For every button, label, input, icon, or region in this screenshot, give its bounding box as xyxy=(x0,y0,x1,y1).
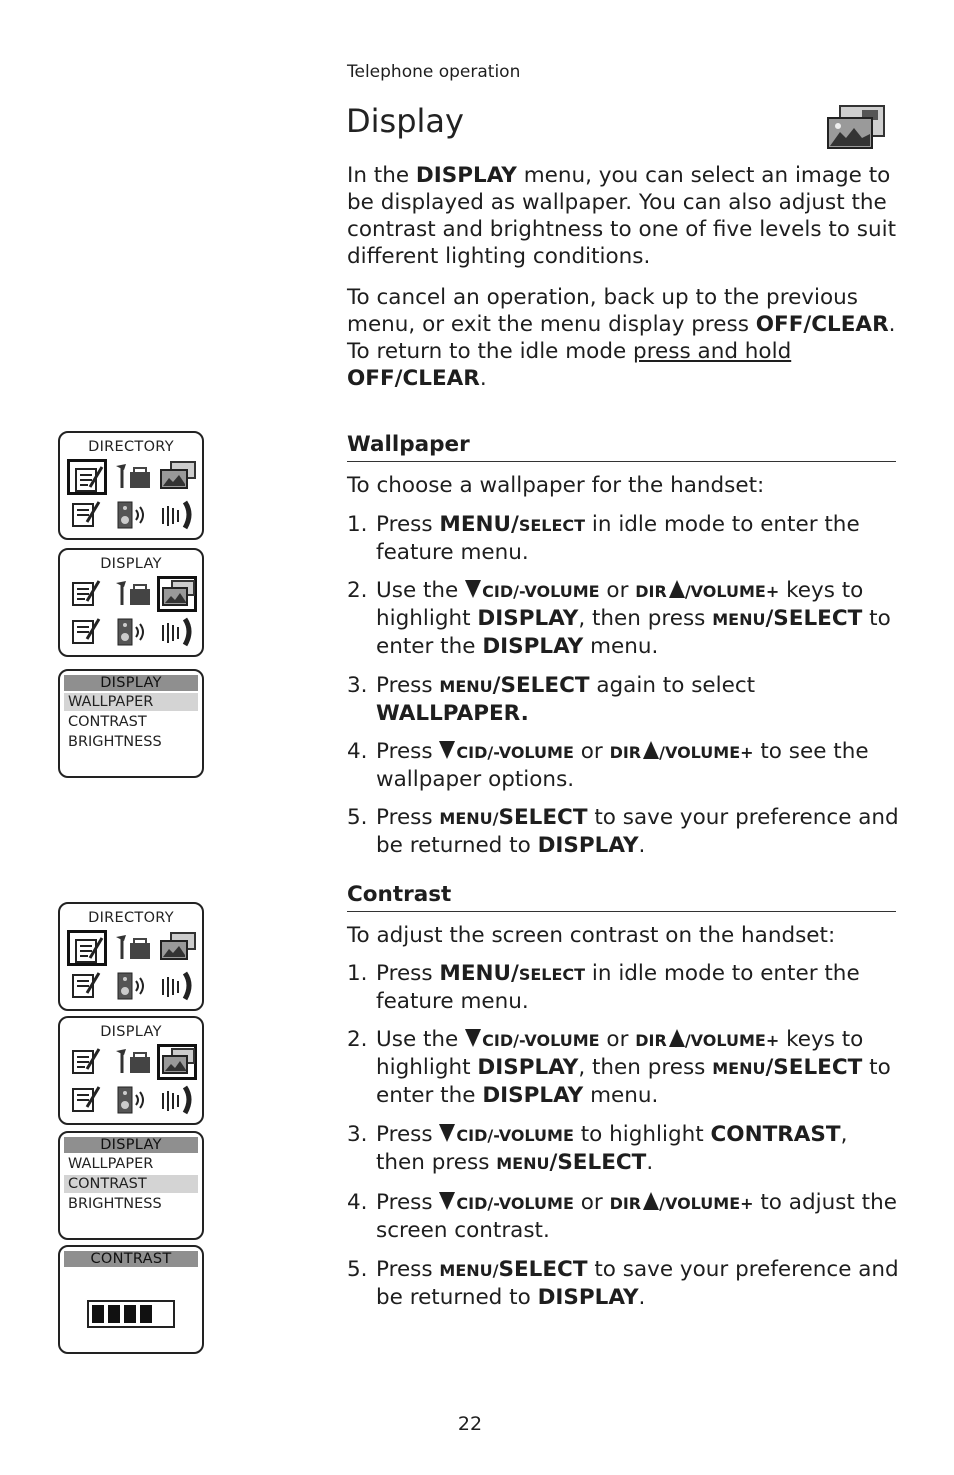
wallpaper-heading: Wallpaper xyxy=(347,432,470,457)
wallpaper-steps xyxy=(347,511,899,870)
contrast-heading: Contrast xyxy=(347,882,452,907)
speaker-sound-icon xyxy=(112,497,152,533)
wallpaper-step-5: 5. Press MENU/SELECT to save your preference and be returned to DISPLAY. xyxy=(347,805,899,858)
contrast-step-5: 5. Press MENU/SELECT to save your preference and be returned to DISPLAY. xyxy=(347,1257,899,1310)
screen-caption: DISPLAY xyxy=(100,556,162,572)
running-header: Telephone operation xyxy=(347,62,521,82)
down-arrow-icon xyxy=(439,1192,455,1210)
menu-item-contrast: CONTRAST xyxy=(64,1175,198,1193)
menu-item-brightness: BRIGHTNESS xyxy=(68,734,162,750)
feature-icon-grid xyxy=(67,930,202,1006)
display-icon xyxy=(157,459,197,495)
contrast-level-segment xyxy=(124,1305,136,1323)
settings-tools-icon xyxy=(112,459,152,495)
wallpaper-step-1: 1. Press MENU/SELECT in idle mode to enter the feature menu. xyxy=(347,512,860,565)
contrast-lead: To adjust the screen contrast on the handset: xyxy=(347,923,836,948)
page-number: 22 xyxy=(457,1413,483,1435)
menu-item-wallpaper: WALLPAPER xyxy=(64,693,198,711)
memo-icon xyxy=(67,1082,107,1118)
intro-paragraph-1: In the DISPLAY menu, you can select an image to be displayed as wallpaper. You can also adjust the contrast and brightness to one of five levels to suit different lighting conditions. xyxy=(347,163,897,269)
contrast-step-1: 1. Press MENU/SELECT in idle mode to enter the feature menu. xyxy=(347,961,860,1014)
directory-icon xyxy=(67,459,107,495)
settings-tools-icon xyxy=(112,930,152,966)
contrast-level-segment xyxy=(108,1305,120,1323)
page-title: Display xyxy=(346,102,464,140)
feature-icon-grid xyxy=(67,459,202,535)
contrast-step-3: 3. Press CID/-VOLUME to highlight CONTRAST, then press MENU/SELECT. xyxy=(347,1122,848,1175)
menu-item-brightness: BRIGHTNESS xyxy=(68,1196,162,1212)
down-arrow-icon xyxy=(465,1029,481,1047)
contrast-step-2: 2. Use the CID/-VOLUME or DIR /VOLUME+ keys to highlight DISPLAY, then press MENU/SELECT to enter the DISPLAY menu. xyxy=(347,1027,891,1108)
screen-title-bar: DISPLAY xyxy=(64,675,198,691)
directory-icon xyxy=(67,1044,107,1080)
memo-icon xyxy=(67,968,107,1004)
up-arrow-icon xyxy=(643,1192,659,1210)
ringer-phone-icon xyxy=(157,968,197,1004)
menu-item-contrast: CONTRAST xyxy=(68,714,147,730)
screen-title-bar: DISPLAY xyxy=(64,1137,198,1153)
wallpaper-step-3: 3. Press MENU/SELECT again to select WALLPAPER. xyxy=(347,673,756,726)
display-icon xyxy=(157,576,197,612)
screen-display-menu xyxy=(58,548,204,657)
screen-caption: DIRECTORY xyxy=(88,910,174,926)
contrast-step-4: 4. Press CID/-VOLUME or DIR /VOLUME+ to adjust the screen contrast. xyxy=(347,1190,897,1243)
display-image-icon xyxy=(826,104,886,150)
screen-contrast-level xyxy=(58,1245,204,1354)
contrast-rule xyxy=(347,911,896,912)
directory-icon xyxy=(67,576,107,612)
memo-icon xyxy=(67,614,107,650)
intro-paragraph-2: To cancel an operation, back up to the previous menu, or exit the menu display press OFF/CLEAR. To return to the idle mode press and hold OFF/CLEAR. xyxy=(347,285,896,391)
feature-icon-grid xyxy=(67,576,202,652)
screen-title-bar: CONTRAST xyxy=(64,1251,198,1267)
screen-caption: DIRECTORY xyxy=(88,439,174,455)
speaker-sound-icon xyxy=(112,1082,152,1118)
contrast-steps xyxy=(347,960,899,1322)
up-arrow-icon xyxy=(669,1029,685,1047)
settings-tools-icon xyxy=(112,1044,152,1080)
wallpaper-step-2: 2. Use the CID/-VOLUME or DIR /VOLUME+ keys to highlight DISPLAY, then press MENU/SELECT to enter the DISPLAY menu. xyxy=(347,578,891,659)
screen-display-submenu xyxy=(58,1131,204,1240)
screen-directory-menu xyxy=(58,902,204,1011)
speaker-sound-icon xyxy=(112,968,152,1004)
wallpaper-lead: To choose a wallpaper for the handset: xyxy=(347,473,765,498)
up-arrow-icon xyxy=(643,741,659,759)
contrast-level-segment xyxy=(92,1305,104,1323)
ringer-phone-icon xyxy=(157,614,197,650)
down-arrow-icon xyxy=(439,1124,455,1142)
screen-display-submenu xyxy=(58,669,204,778)
screen-directory-menu xyxy=(58,431,204,540)
down-arrow-icon xyxy=(465,580,481,598)
directory-icon xyxy=(67,930,107,966)
display-icon xyxy=(157,1044,197,1080)
screen-display-menu xyxy=(58,1016,204,1125)
settings-tools-icon xyxy=(112,576,152,612)
down-arrow-icon xyxy=(439,741,455,759)
menu-item-wallpaper: WALLPAPER xyxy=(68,1156,154,1172)
ringer-phone-icon xyxy=(157,497,197,533)
up-arrow-icon xyxy=(669,580,685,598)
memo-icon xyxy=(67,497,107,533)
contrast-level-segment xyxy=(140,1305,152,1323)
wallpaper-step-4: 4. Press CID/-VOLUME or DIR /VOLUME+ to see the wallpaper options. xyxy=(347,739,869,792)
speaker-sound-icon xyxy=(112,614,152,650)
ringer-phone-icon xyxy=(157,1082,197,1118)
contrast-level-meter xyxy=(87,1300,175,1328)
feature-icon-grid xyxy=(67,1044,202,1120)
display-icon xyxy=(157,930,197,966)
screen-caption: DISPLAY xyxy=(100,1024,162,1040)
wallpaper-rule xyxy=(347,461,896,462)
